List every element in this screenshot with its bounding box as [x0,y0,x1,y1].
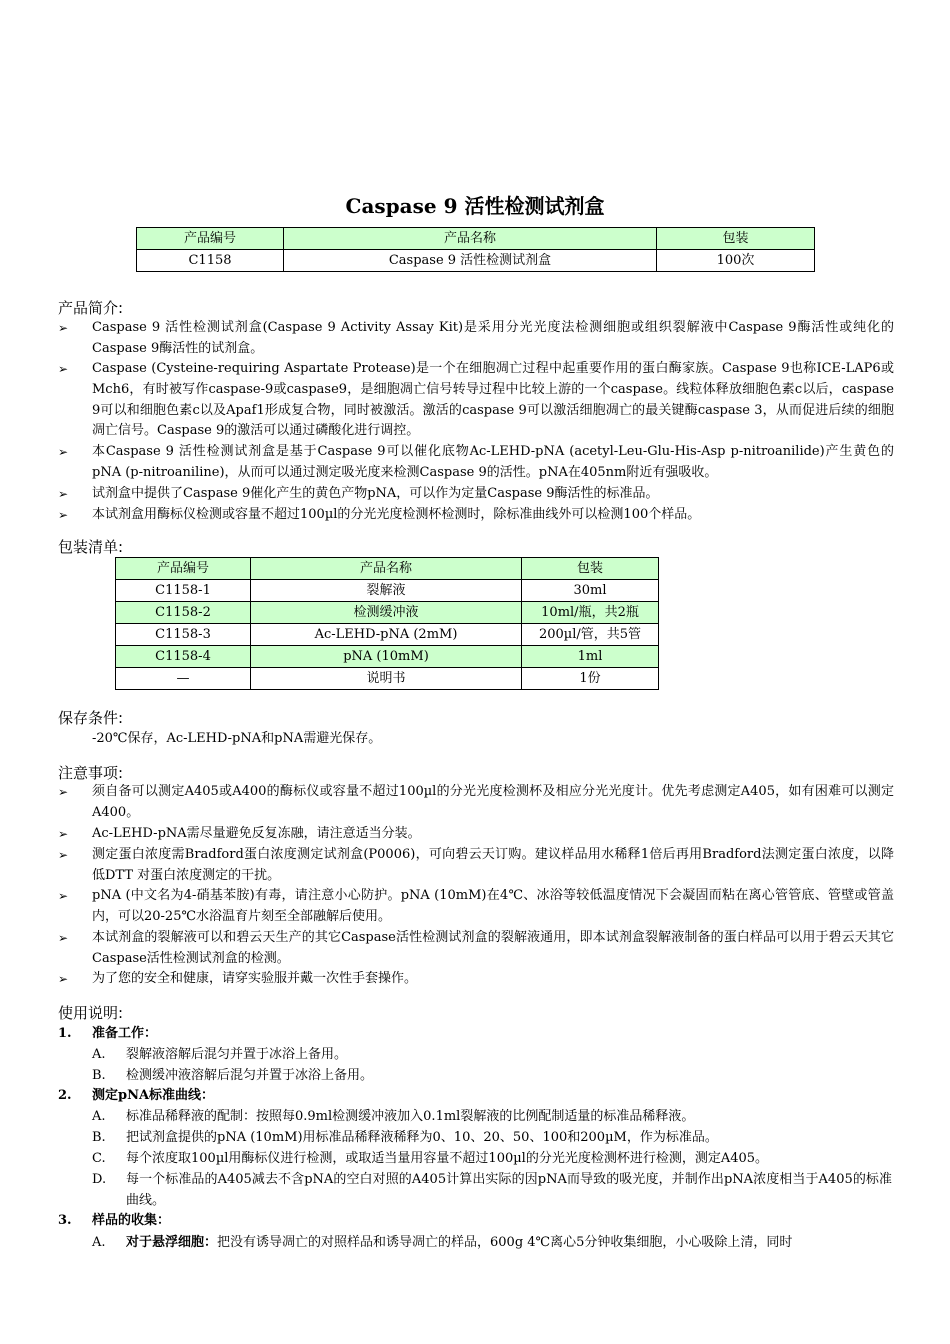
product-table [136,227,815,272]
usage-substep-text [126,1232,892,1253]
table-row [116,580,659,602]
packing-table-header: 产品编号 [116,558,251,580]
intro-item [58,318,894,360]
packing-table-header: 产品名称 [251,558,522,580]
usage-substep-label: A. [92,1235,106,1250]
table-row [116,646,659,668]
section-heading-storage: 保存条件: [58,709,124,727]
usage-substep-text: 标准品稀释液的配制：按照每0.9ml检测缓冲液加入0.1ml裂解液的比例配制适量的标准品稀释液。 [126,1109,695,1124]
note-item [58,845,894,887]
packing-table-cell: 说明书 [251,668,522,690]
note-item-text: 为了您的安全和健康，请穿实验服并戴一次性手套操作。 [92,971,418,986]
intro-item-text: 本试剂盒用酶标仪检测或容量不超过100µl的分光光度检测杯检测时，除标准曲线外可以检测100个样品。 [92,507,701,522]
section-heading-packing: 包装清单: [58,538,124,556]
usage-substep-label: D. [92,1172,107,1187]
usage-substep [92,1232,892,1253]
usage-step-number: 2. [58,1088,72,1103]
table-row [116,624,659,646]
note-item [58,928,894,970]
usage-substep-label: A. [92,1047,106,1062]
section-heading-usage: 使用说明: [58,1004,124,1022]
usage-substep [92,1106,892,1127]
product-table-cell: Caspase 9 活性检测试剂盒 [284,250,657,272]
bullet-arrow-icon: ➢ [58,827,69,841]
bullet-arrow-icon: ➢ [58,972,69,986]
usage-substep-label: B. [92,1130,106,1145]
product-table-header: 产品编号 [137,228,284,250]
note-item-text: 测定蛋白浓度需Bradford蛋白浓度测定试剂盒(P0006)，可向碧云天订购。建议样品用水稀释1倍后再用Bradford法测定蛋白浓度，以降低DTT 对蛋白浓度测定的干扰。 [92,847,894,883]
section-heading-notes: 注意事项: [58,764,124,782]
bullet-arrow-icon: ➢ [58,362,69,376]
usage-substep [92,1044,892,1065]
packing-table-cell: 10ml/瓶，共2瓶 [522,602,659,624]
table-row [116,602,659,624]
packing-table-cell: C1158-1 [116,580,251,602]
packing-table [115,557,659,690]
storage-text: -20℃保存，Ac-LEHD-pNA和pNA需避光保存。 [92,731,382,746]
usage-step-title: 样品的收集： [92,1213,171,1228]
intro-item [58,484,894,505]
packing-table-cell: Ac-LEHD-pNA (2mM) [251,624,522,646]
packing-table-cell: pNA (10mM) [251,646,522,668]
usage-substep [92,1169,892,1211]
intro-item [58,505,894,526]
usage-step-title: 测定pNA标准曲线： [92,1088,215,1103]
packing-table-cell: 裂解液 [251,580,522,602]
note-item [58,782,894,824]
usage-step-number: 3. [58,1213,72,1228]
usage-step-number: 1. [58,1026,72,1041]
intro-item-text: Caspase 9 活性检测试剂盒(Caspase 9 Activity Assay Kit)是采用分光光度法检测细胞或组织裂解液中Caspase 9酶活性或纯化的Caspase 9酶活性的试剂盒。 [92,320,894,356]
bullet-arrow-icon: ➢ [58,508,69,522]
section-heading-intro: 产品简介: [58,299,124,317]
intro-item [58,442,894,484]
bullet-arrow-icon: ➢ [58,931,69,945]
document-title: Caspase 9 活性检测试剂盒 [345,194,605,218]
usage-substep-text: 裂解液溶解后混匀并置于冰浴上备用。 [126,1047,348,1062]
usage-substep-bold: 对于悬浮细胞： [126,1235,218,1250]
usage-substep-rest: 把没有诱导凋亡的对照样品和诱导凋亡的样品，600g 4℃离心5分钟收集细胞，小心吸除上清，同时 [217,1235,793,1250]
packing-table-cell: 1ml [522,646,659,668]
usage-substep-label: C. [92,1151,106,1166]
product-table-header: 产品名称 [284,228,657,250]
intro-item-text: Caspase (Cysteine-requiring Aspartate Protease)是一个在细胞凋亡过程中起重要作用的蛋白酶家族。Caspase 9也称ICE-LAP6或Mch6，有时被写作caspase-9或caspase9，是细胞凋亡信号转导过程中比较上游的一个caspase。线粒体释放细胞色素c以后，caspase 9可以和细胞色素c以及Apaf1形成复合物，同时被激活。激活的caspase 9可以激活细胞凋亡的最关键酶caspase 3，从而促进后续的细胞凋亡信号。Caspase 9的激活可以通过磷酸化进行调控。 [92,361,894,439]
note-item-text: 须自备可以测定A405或A400的酶标仪或容量不超过100µl的分光光度检测杯及相应分光光度计。优先考虑测定A405，如有困难可以测定A400。 [92,784,894,820]
usage-substep-text: 每一个标准品的A405减去不含pNA的空白对照的A405计算出实际的因pNA而导致的吸光度，并制作出pNA浓度相当于A405的标准曲线。 [126,1172,892,1208]
packing-table-cell: C1158-2 [116,602,251,624]
packing-table-cell: 30ml [522,580,659,602]
bullet-arrow-icon: ➢ [58,321,69,335]
usage-substep-label: B. [92,1068,106,1083]
note-item [58,969,894,990]
usage-substep-text: 检测缓冲液溶解后混匀并置于冰浴上备用。 [126,1068,374,1083]
product-table-cell: 100次 [657,250,815,272]
packing-table-cell: C1158-4 [116,646,251,668]
usage-substep-text: 每个浓度取100µl用酶标仪进行检测，或取适当量用容量不超过100µl的分光光度检测杯进行检测，测定A405。 [126,1151,769,1166]
packing-table-cell: 1份 [522,668,659,690]
packing-table-cell: 检测缓冲液 [251,602,522,624]
note-item-text: Ac-LEHD-pNA需尽量避免反复冻融，请注意适当分装。 [92,826,421,841]
packing-table-cell: C1158-3 [116,624,251,646]
usage-step-title: 准备工作： [92,1026,158,1041]
intro-item-text: 试剂盒中提供了Caspase 9催化产生的黄色产物pNA，可以作为定量Caspase 9酶活性的标准品。 [92,486,659,501]
bullet-arrow-icon: ➢ [58,487,69,501]
usage-substep [92,1065,892,1086]
bullet-arrow-icon: ➢ [58,889,69,903]
product-table-header: 包装 [657,228,815,250]
bullet-arrow-icon: ➢ [58,445,69,459]
note-item-text: pNA (中文名为4-硝基苯胺)有毒，请注意小心防护。pNA (10mM)在4℃、冰浴等较低温度情况下会凝固而粘在离心管管底、管壁或管盖内，可以20-25℃水浴温育片刻至全部融解后使用。 [92,888,894,924]
usage-substep-label: A. [92,1109,106,1124]
product-table-cell: C1158 [137,250,284,272]
usage-substep [92,1127,892,1148]
note-item [58,886,894,928]
usage-substep [92,1148,892,1169]
packing-table-cell: — [116,668,251,690]
packing-table-header: 包装 [522,558,659,580]
packing-table-cell: 200µl/管，共5管 [522,624,659,646]
bullet-arrow-icon: ➢ [58,785,69,799]
note-item [58,824,894,845]
table-row [116,668,659,690]
note-item-text: 本试剂盒的裂解液可以和碧云天生产的其它Caspase活性检测试剂盒的裂解液通用，即本试剂盒裂解液制备的蛋白样品可以用于碧云天其它Caspase活性检测试剂盒的检测。 [92,930,894,966]
intro-item [58,359,894,442]
usage-substep-text: 把试剂盒提供的pNA (10mM)用标准品稀释液稀释为0、10、20、50、100和200µM，作为标准品。 [126,1130,718,1145]
intro-item-text: 本Caspase 9 活性检测试剂盒是基于Caspase 9可以催化底物Ac-LEHD-pNA (acetyl-Leu-Glu-His-Asp p-nitroanilide)产生黄色的pNA (p-nitroaniline)，从而可以通过测定吸光度来检测Caspase 9的活性。pNA在405nm附近有强吸收。 [92,444,894,480]
bullet-arrow-icon: ➢ [58,848,69,862]
